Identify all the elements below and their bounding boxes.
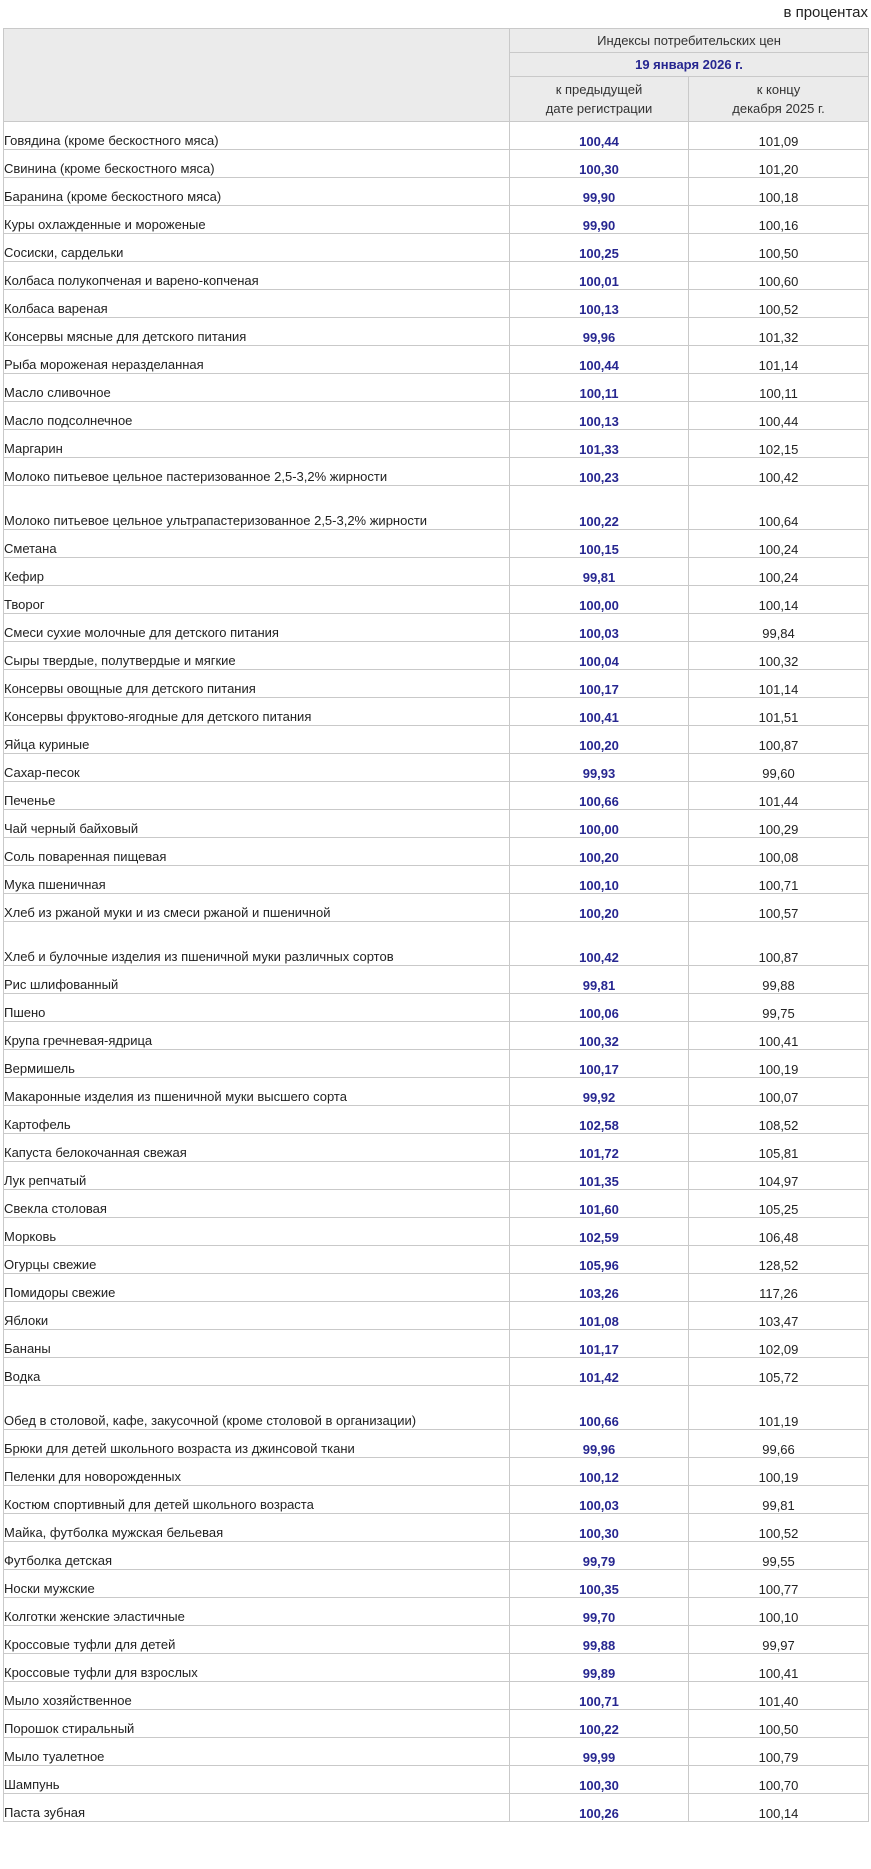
table-row — [4, 1514, 869, 1542]
product-name-cell: Свекла столовая — [4, 1190, 510, 1218]
table-row — [4, 1486, 869, 1514]
index-dec-cell: 100,60 — [689, 262, 869, 290]
index-prev-cell: 100,15 — [510, 530, 689, 558]
index-prev-cell: 100,32 — [510, 1022, 689, 1050]
table-row — [4, 206, 869, 234]
index-dec-cell: 100,11 — [689, 374, 869, 402]
product-name-cell: Лук репчатый — [4, 1162, 510, 1190]
product-name-cell: Рыба мороженая неразделанная — [4, 346, 510, 374]
index-dec-cell: 101,14 — [689, 346, 869, 374]
index-dec-cell: 99,84 — [689, 614, 869, 642]
index-dec-cell: 100,24 — [689, 530, 869, 558]
table-row — [4, 1190, 869, 1218]
product-name-cell: Мука пшеничная — [4, 866, 510, 894]
product-name-cell: Хлеб и булочные изделия из пшеничной муки различных сортов — [4, 922, 510, 966]
product-name-cell: Смеси сухие молочные для детского питания — [4, 614, 510, 642]
table-row — [4, 1302, 869, 1330]
table-row — [4, 458, 869, 486]
product-name-cell: Майка, футболка мужская бельевая — [4, 1514, 510, 1542]
product-name-cell: Масло подсолнечное — [4, 402, 510, 430]
index-prev-cell: 100,13 — [510, 290, 689, 318]
table-row — [4, 1162, 869, 1190]
index-prev-cell: 99,90 — [510, 206, 689, 234]
index-dec-cell: 101,32 — [689, 318, 869, 346]
product-name-cell: Футболка детская — [4, 1542, 510, 1570]
header-col-dec-line2: декабря 2025 г. — [732, 101, 825, 116]
table-row — [4, 1134, 869, 1162]
index-dec-cell: 105,72 — [689, 1358, 869, 1386]
index-dec-cell: 101,14 — [689, 670, 869, 698]
product-name-cell: Консервы фруктово-ягодные для детского питания — [4, 698, 510, 726]
product-name-cell: Кефир — [4, 558, 510, 586]
table-row — [4, 150, 869, 178]
index-dec-cell: 100,77 — [689, 1570, 869, 1598]
index-prev-cell: 100,00 — [510, 810, 689, 838]
header-group: Индексы потребительских цен — [510, 29, 869, 53]
index-dec-cell: 100,64 — [689, 486, 869, 530]
index-dec-cell: 105,25 — [689, 1190, 869, 1218]
table-row — [4, 1218, 869, 1246]
index-prev-cell: 99,96 — [510, 318, 689, 346]
table-row — [4, 642, 869, 670]
product-name-cell: Капуста белокочанная свежая — [4, 1134, 510, 1162]
index-prev-cell: 100,17 — [510, 670, 689, 698]
index-prev-cell: 101,60 — [510, 1190, 689, 1218]
index-dec-cell: 100,71 — [689, 866, 869, 894]
header-col-prev — [510, 77, 689, 122]
index-prev-cell: 100,25 — [510, 234, 689, 262]
index-prev-cell: 99,79 — [510, 1542, 689, 1570]
table-row — [4, 1682, 869, 1710]
index-prev-cell: 100,42 — [510, 922, 689, 966]
index-prev-cell: 100,06 — [510, 994, 689, 1022]
index-prev-cell: 99,96 — [510, 1430, 689, 1458]
index-prev-cell: 99,93 — [510, 754, 689, 782]
index-prev-cell: 100,66 — [510, 1386, 689, 1430]
index-dec-cell: 117,26 — [689, 1274, 869, 1302]
index-dec-cell: 100,19 — [689, 1050, 869, 1078]
index-prev-cell: 99,90 — [510, 178, 689, 206]
index-prev-cell: 100,35 — [510, 1570, 689, 1598]
table-row — [4, 810, 869, 838]
product-name-cell: Сыры твердые, полутвердые и мягкие — [4, 642, 510, 670]
product-name-cell: Говядина (кроме бескостного мяса) — [4, 122, 510, 150]
index-dec-cell: 100,14 — [689, 1794, 869, 1822]
index-prev-cell: 100,22 — [510, 1710, 689, 1738]
product-name-cell: Мыло хозяйственное — [4, 1682, 510, 1710]
product-name-cell: Сметана — [4, 530, 510, 558]
table-row — [4, 866, 869, 894]
index-prev-cell: 100,30 — [510, 1766, 689, 1794]
index-prev-cell: 100,20 — [510, 726, 689, 754]
header-col-prev-line2: дате регистрации — [545, 101, 653, 116]
index-dec-cell: 99,66 — [689, 1430, 869, 1458]
table-row — [4, 1626, 869, 1654]
index-prev-cell: 99,70 — [510, 1598, 689, 1626]
table-row — [4, 838, 869, 866]
table-body — [4, 122, 869, 1822]
table-row — [4, 1710, 869, 1738]
index-prev-cell: 105,96 — [510, 1246, 689, 1274]
product-name-cell: Кроссовые туфли для детей — [4, 1626, 510, 1654]
index-prev-cell: 100,04 — [510, 642, 689, 670]
index-dec-cell: 99,75 — [689, 994, 869, 1022]
table-row — [4, 1794, 869, 1822]
index-prev-cell: 101,08 — [510, 1302, 689, 1330]
index-dec-cell: 100,52 — [689, 1514, 869, 1542]
index-dec-cell: 101,51 — [689, 698, 869, 726]
index-dec-cell: 100,16 — [689, 206, 869, 234]
product-name-cell: Свинина (кроме бескостного мяса) — [4, 150, 510, 178]
index-dec-cell: 100,79 — [689, 1738, 869, 1766]
table-row — [4, 1274, 869, 1302]
header-col-dec — [689, 77, 869, 122]
product-name-cell: Сосиски, сардельки — [4, 234, 510, 262]
product-name-cell: Обед в столовой, кафе, закусочной (кроме столовой в организации) — [4, 1386, 510, 1430]
product-name-cell: Соль поваренная пищевая — [4, 838, 510, 866]
index-prev-cell: 100,01 — [510, 262, 689, 290]
table-row — [4, 994, 869, 1022]
product-name-cell: Хлеб из ржаной муки и из смеси ржаной и пшеничной — [4, 894, 510, 922]
product-name-cell: Морковь — [4, 1218, 510, 1246]
index-dec-cell: 100,29 — [689, 810, 869, 838]
product-name-cell: Пшено — [4, 994, 510, 1022]
table-row — [4, 894, 869, 922]
index-prev-cell: 101,42 — [510, 1358, 689, 1386]
product-name-cell: Яблоки — [4, 1302, 510, 1330]
index-dec-cell: 105,81 — [689, 1134, 869, 1162]
index-prev-cell: 100,17 — [510, 1050, 689, 1078]
product-name-cell: Колбаса вареная — [4, 290, 510, 318]
table-row — [4, 670, 869, 698]
table-row — [4, 1430, 869, 1458]
table-row — [4, 1654, 869, 1682]
table-row — [4, 1458, 869, 1486]
index-dec-cell: 103,47 — [689, 1302, 869, 1330]
index-dec-cell: 100,50 — [689, 1710, 869, 1738]
units-label: в процентах — [783, 4, 868, 21]
product-name-cell: Масло сливочное — [4, 374, 510, 402]
index-dec-cell: 100,19 — [689, 1458, 869, 1486]
index-prev-cell: 100,20 — [510, 894, 689, 922]
product-name-cell: Мыло туалетное — [4, 1738, 510, 1766]
table-row — [4, 1542, 869, 1570]
product-name-cell: Маргарин — [4, 430, 510, 458]
index-dec-cell: 102,09 — [689, 1330, 869, 1358]
table-row — [4, 346, 869, 374]
index-dec-cell: 101,40 — [689, 1682, 869, 1710]
index-dec-cell: 100,41 — [689, 1022, 869, 1050]
header-date: 19 января 2026 г. — [510, 53, 869, 77]
index-prev-cell: 99,89 — [510, 1654, 689, 1682]
index-prev-cell: 100,03 — [510, 1486, 689, 1514]
index-dec-cell: 100,10 — [689, 1598, 869, 1626]
table-row — [4, 122, 869, 150]
index-dec-cell: 101,09 — [689, 122, 869, 150]
table-row — [4, 402, 869, 430]
index-prev-cell: 100,22 — [510, 486, 689, 530]
table-row — [4, 726, 869, 754]
product-name-cell: Чай черный байховый — [4, 810, 510, 838]
index-prev-cell: 100,26 — [510, 1794, 689, 1822]
index-dec-cell: 101,44 — [689, 782, 869, 810]
table-row — [4, 1330, 869, 1358]
table-row — [4, 1022, 869, 1050]
table-row — [4, 1598, 869, 1626]
table-row — [4, 374, 869, 402]
index-dec-cell: 100,08 — [689, 838, 869, 866]
table-row — [4, 290, 869, 318]
product-name-cell: Картофель — [4, 1106, 510, 1134]
index-dec-cell: 106,48 — [689, 1218, 869, 1246]
table-row — [4, 966, 869, 994]
index-dec-cell: 100,87 — [689, 922, 869, 966]
table-row — [4, 1106, 869, 1134]
index-prev-cell: 101,33 — [510, 430, 689, 458]
index-dec-cell: 99,60 — [689, 754, 869, 782]
table-row — [4, 1358, 869, 1386]
product-name-cell: Печенье — [4, 782, 510, 810]
index-dec-cell: 100,42 — [689, 458, 869, 486]
index-dec-cell: 128,52 — [689, 1246, 869, 1274]
table-row — [4, 922, 869, 966]
table-row — [4, 754, 869, 782]
index-dec-cell: 99,55 — [689, 1542, 869, 1570]
index-dec-cell: 104,97 — [689, 1162, 869, 1190]
index-prev-cell: 100,10 — [510, 866, 689, 894]
index-dec-cell: 99,88 — [689, 966, 869, 994]
table-row — [4, 1570, 869, 1598]
header-col-prev-line1: к предыдущей — [555, 82, 643, 97]
index-prev-cell: 99,99 — [510, 1738, 689, 1766]
product-name-cell: Яйца куриные — [4, 726, 510, 754]
index-prev-cell: 100,30 — [510, 1514, 689, 1542]
table-row — [4, 1246, 869, 1274]
table-row — [4, 1766, 869, 1794]
product-name-cell: Рис шлифованный — [4, 966, 510, 994]
table-row — [4, 262, 869, 290]
product-name-cell: Молоко питьевое цельное пастеризованное 2,5-3,2% жирности — [4, 458, 510, 486]
header-col-dec-line1: к концу — [756, 82, 801, 97]
cpi-table — [3, 28, 869, 1822]
index-dec-cell: 100,41 — [689, 1654, 869, 1682]
product-name-cell: Консервы овощные для детского питания — [4, 670, 510, 698]
index-dec-cell: 100,24 — [689, 558, 869, 586]
index-dec-cell: 100,87 — [689, 726, 869, 754]
index-dec-cell: 100,44 — [689, 402, 869, 430]
product-name-cell: Молоко питьевое цельное ультрапастеризованное 2,5-3,2% жирности — [4, 486, 510, 530]
table-row — [4, 1050, 869, 1078]
product-name-cell: Паста зубная — [4, 1794, 510, 1822]
table-row — [4, 318, 869, 346]
product-name-cell: Брюки для детей школьного возраста из джинсовой ткани — [4, 1430, 510, 1458]
index-dec-cell: 100,70 — [689, 1766, 869, 1794]
table-row — [4, 234, 869, 262]
index-prev-cell: 100,30 — [510, 150, 689, 178]
index-prev-cell: 100,41 — [510, 698, 689, 726]
product-name-cell: Шампунь — [4, 1766, 510, 1794]
index-prev-cell: 99,81 — [510, 558, 689, 586]
table-row — [4, 1738, 869, 1766]
table-row — [4, 698, 869, 726]
index-prev-cell: 99,92 — [510, 1078, 689, 1106]
index-prev-cell: 100,20 — [510, 838, 689, 866]
table-row — [4, 614, 869, 642]
index-prev-cell: 102,58 — [510, 1106, 689, 1134]
index-dec-cell: 99,81 — [689, 1486, 869, 1514]
index-dec-cell: 102,15 — [689, 430, 869, 458]
product-name-cell: Крупа гречневая-ядрица — [4, 1022, 510, 1050]
index-dec-cell: 100,32 — [689, 642, 869, 670]
table-row — [4, 586, 869, 614]
product-name-cell: Носки мужские — [4, 1570, 510, 1598]
index-dec-cell: 99,97 — [689, 1626, 869, 1654]
table-row — [4, 178, 869, 206]
product-name-cell: Водка — [4, 1358, 510, 1386]
table-row — [4, 1386, 869, 1430]
index-prev-cell: 100,12 — [510, 1458, 689, 1486]
index-prev-cell: 101,35 — [510, 1162, 689, 1190]
product-name-cell: Сахар-песок — [4, 754, 510, 782]
product-name-cell: Творог — [4, 586, 510, 614]
table-row — [4, 782, 869, 810]
index-prev-cell: 100,13 — [510, 402, 689, 430]
product-name-cell: Баранина (кроме бескостного мяса) — [4, 178, 510, 206]
index-dec-cell: 100,07 — [689, 1078, 869, 1106]
product-name-cell: Помидоры свежие — [4, 1274, 510, 1302]
index-prev-cell: 100,44 — [510, 346, 689, 374]
index-dec-cell: 108,52 — [689, 1106, 869, 1134]
product-name-cell: Колбаса полукопченая и варено-копченая — [4, 262, 510, 290]
index-dec-cell: 100,14 — [689, 586, 869, 614]
index-prev-cell: 101,17 — [510, 1330, 689, 1358]
product-name-cell: Костюм спортивный для детей школьного возраста — [4, 1486, 510, 1514]
product-name-cell: Кроссовые туфли для взрослых — [4, 1654, 510, 1682]
product-name-cell: Макаронные изделия из пшеничной муки высшего сорта — [4, 1078, 510, 1106]
product-name-cell: Колготки женские эластичные — [4, 1598, 510, 1626]
index-dec-cell: 100,18 — [689, 178, 869, 206]
index-prev-cell: 100,23 — [510, 458, 689, 486]
product-name-cell: Огурцы свежие — [4, 1246, 510, 1274]
index-prev-cell: 100,11 — [510, 374, 689, 402]
index-dec-cell: 101,19 — [689, 1386, 869, 1430]
table-row — [4, 1078, 869, 1106]
index-dec-cell: 100,50 — [689, 234, 869, 262]
index-prev-cell: 102,59 — [510, 1218, 689, 1246]
table-row — [4, 558, 869, 586]
header-blank-cell — [4, 29, 510, 122]
table-row — [4, 430, 869, 458]
index-prev-cell: 100,44 — [510, 122, 689, 150]
table-row — [4, 486, 869, 530]
index-prev-cell: 100,66 — [510, 782, 689, 810]
product-name-cell: Куры охлажденные и мороженые — [4, 206, 510, 234]
index-dec-cell: 100,57 — [689, 894, 869, 922]
index-prev-cell: 100,00 — [510, 586, 689, 614]
product-name-cell: Вермишель — [4, 1050, 510, 1078]
index-dec-cell: 101,20 — [689, 150, 869, 178]
index-prev-cell: 101,72 — [510, 1134, 689, 1162]
product-name-cell: Консервы мясные для детского питания — [4, 318, 510, 346]
index-prev-cell: 99,88 — [510, 1626, 689, 1654]
table-row — [4, 530, 869, 558]
index-dec-cell: 100,52 — [689, 290, 869, 318]
product-name-cell: Пеленки для новорожденных — [4, 1458, 510, 1486]
index-prev-cell: 99,81 — [510, 966, 689, 994]
index-prev-cell: 100,71 — [510, 1682, 689, 1710]
product-name-cell: Бананы — [4, 1330, 510, 1358]
product-name-cell: Порошок стиральный — [4, 1710, 510, 1738]
index-prev-cell: 103,26 — [510, 1274, 689, 1302]
index-prev-cell: 100,03 — [510, 614, 689, 642]
